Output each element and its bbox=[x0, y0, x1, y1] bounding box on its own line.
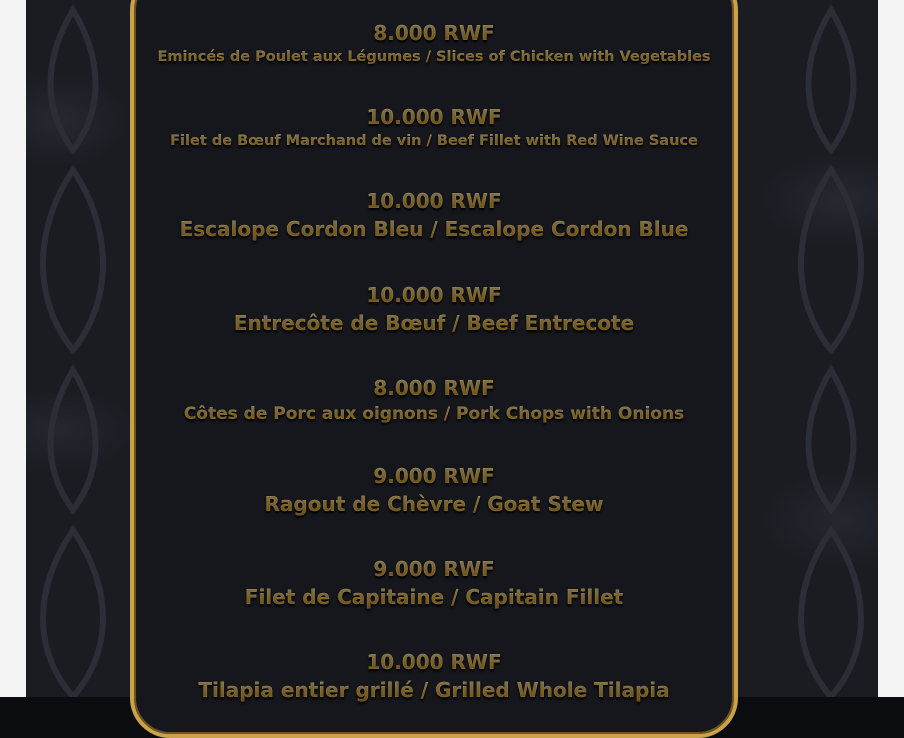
damask-ornament-icon bbox=[28, 0, 118, 697]
menu-item-price: 8.000 RWF bbox=[130, 20, 738, 46]
menu-item-price: 10.000 RWF bbox=[130, 104, 738, 130]
menu-item-name: Entrecôte de Bœuf / Beef Entrecote bbox=[130, 308, 738, 338]
menu-item-name: Côtes de Porc aux oignons / Pork Chops with Onions bbox=[130, 401, 738, 427]
menu-item-price: 8.000 RWF bbox=[130, 375, 738, 401]
menu-item-price: 9.000 RWF bbox=[130, 556, 738, 582]
menu-item-name: Emincés de Poulet aux Légumes / Slices of Chicken with Vegetables bbox=[130, 46, 738, 68]
menu-item-name: Tilapia entier grillé / Grilled Whole Tilapia bbox=[130, 675, 738, 705]
menu-item-price: 9.000 RWF bbox=[130, 463, 738, 489]
menu-item bbox=[130, 463, 738, 519]
damask-ornament-icon bbox=[786, 0, 876, 697]
menu-item-price: 10.000 RWF bbox=[130, 649, 738, 675]
menu-item bbox=[130, 375, 738, 427]
menu-item bbox=[130, 188, 738, 244]
menu-item-name: Filet de Capitaine / Capitain Fillet bbox=[130, 582, 738, 612]
menu-item-name: Ragout de Chèvre / Goat Stew bbox=[130, 489, 738, 519]
left-margin bbox=[0, 0, 26, 697]
menu-item bbox=[130, 282, 738, 338]
right-margin bbox=[878, 0, 904, 697]
menu-item bbox=[130, 556, 738, 612]
menu-item bbox=[130, 104, 738, 152]
menu-item-name: Filet de Bœuf Marchand de vin / Beef Fillet with Red Wine Sauce bbox=[130, 130, 738, 152]
menu-item-name: Escalope Cordon Bleu / Escalope Cordon Blue bbox=[130, 214, 738, 244]
menu-list bbox=[130, 0, 738, 702]
menu-item bbox=[130, 20, 738, 68]
menu-item-price: 10.000 RWF bbox=[130, 188, 738, 214]
menu-item-price: 10.000 RWF bbox=[130, 282, 738, 308]
